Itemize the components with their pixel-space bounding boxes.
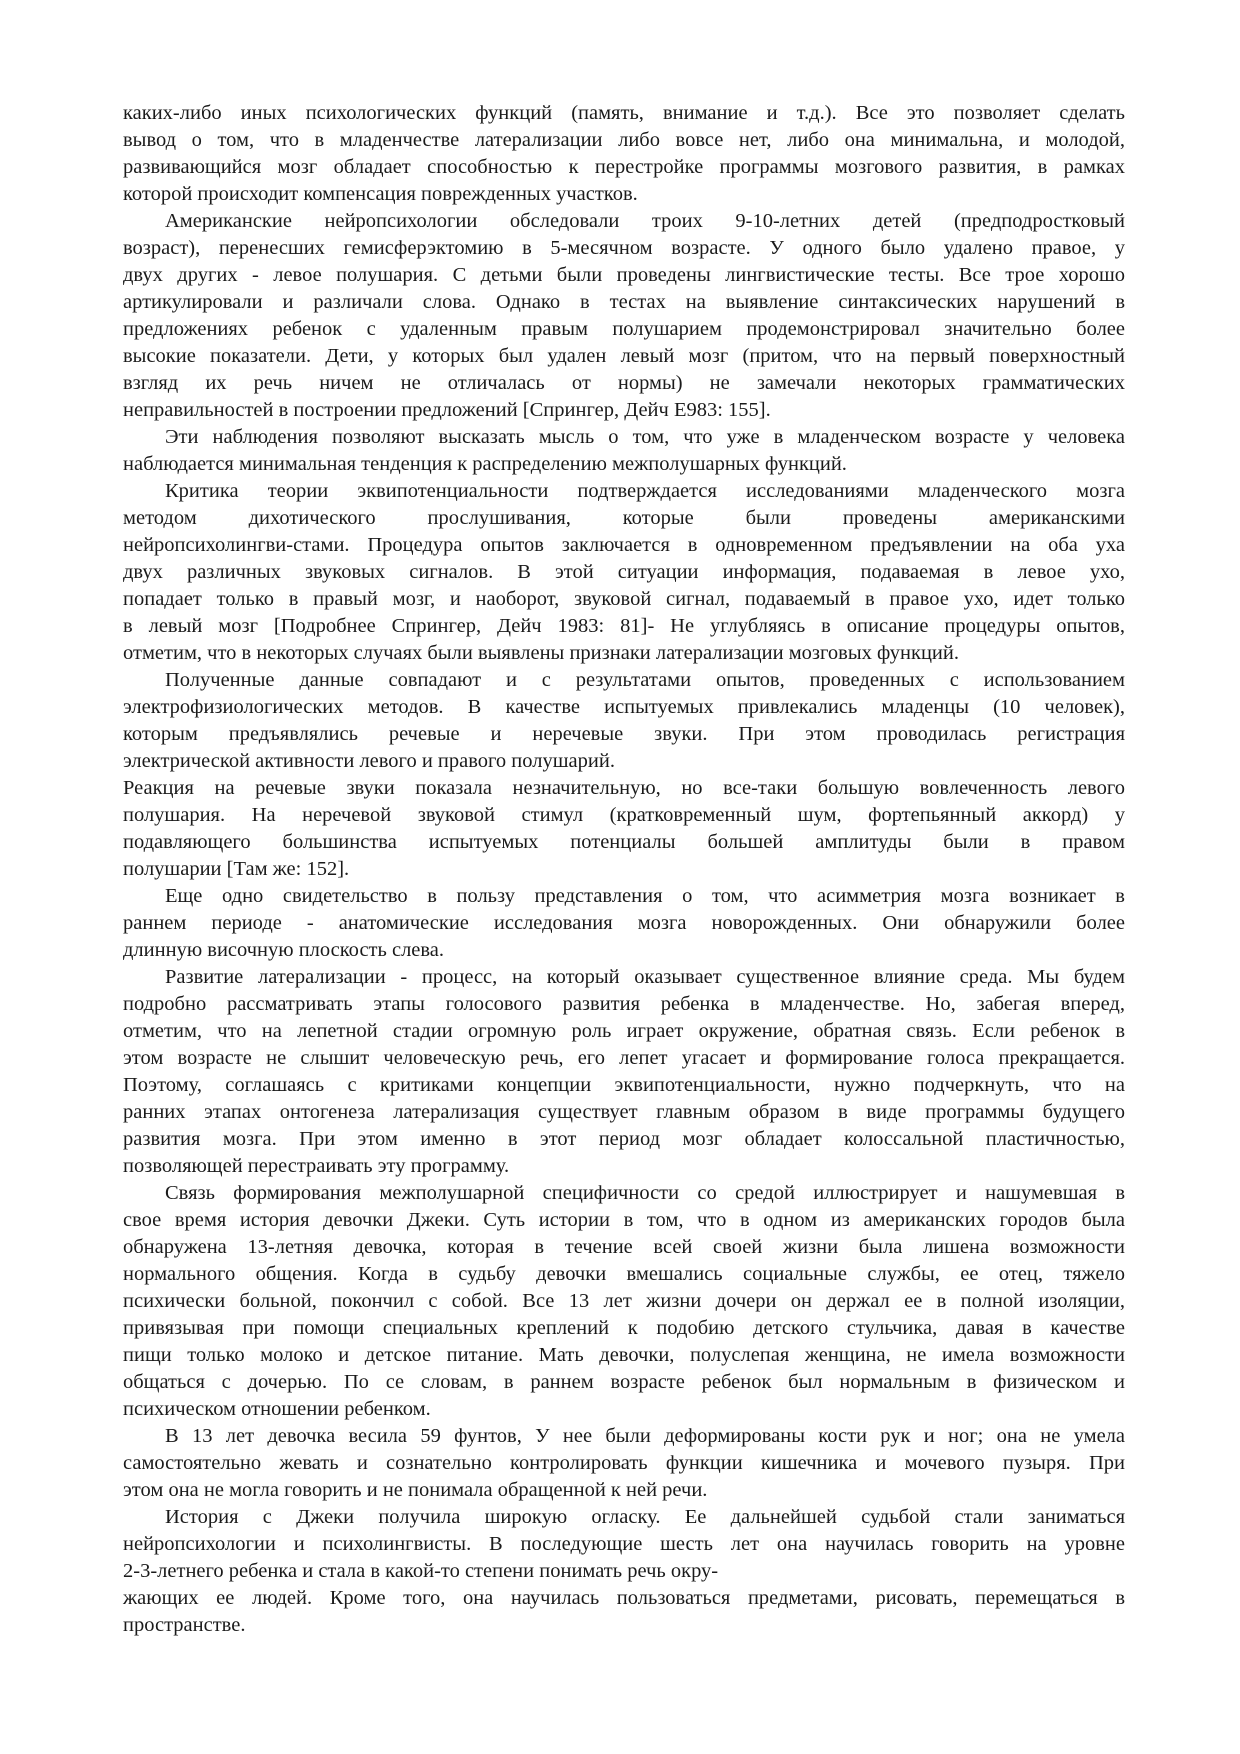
text-line: пространстве. bbox=[123, 1614, 246, 1636]
paragraph bbox=[123, 100, 1125, 208]
text-line: наблюдается минимальная тенденция к распределению межполушарных функций. bbox=[123, 453, 847, 475]
text-line: полушарии [Там же: 152]. bbox=[123, 858, 350, 880]
text-line: самостоятельно жевать и сознательно контролировать функции кишечника и мочевого пузыря. При bbox=[123, 1452, 1125, 1474]
text-line: в левый мозг [Подробнее Спрингер, Дейч 1983: 81]- Не углубляясь в описание процедуры опытов, bbox=[123, 615, 1125, 637]
text-line: развивающийся мозг обладает способностью к перестройке программы мозгового развития, в рамках bbox=[123, 156, 1125, 178]
text-line: пищи только молоко и детское питание. Мать девочки, полуслепая женщина, не имела возможности bbox=[123, 1344, 1125, 1366]
paragraph bbox=[123, 1585, 1125, 1639]
text-line: 2-3-летнего ребенка и стала в какой-то степени понимать речь окру- bbox=[123, 1560, 719, 1582]
text-line: каких-либо иных психологических функций (память, внимание и т.д.). Все это позволяет сделать bbox=[123, 102, 1125, 124]
text-line: электрофизиологических методов. В качестве испытуемых привлекались младенцы (10 человек), bbox=[123, 696, 1125, 718]
text-line: длинную височную плоскость слева. bbox=[123, 939, 445, 961]
text-line: взгляд их речь ничем не отличалась от нормы) не замечали некоторых грамматических bbox=[123, 372, 1125, 394]
text-line: Еще одно свидетельство в пользу представления о том, что асимметрия мозга возникает в bbox=[165, 885, 1125, 907]
text-line: попадает только в правый мозг, и наоборот, звуковой сигнал, подаваемый в правое ухо, идет только bbox=[123, 588, 1125, 610]
text-line: привязывая при помощи специальных креплений к подобию детского стульчика, давая в качестве bbox=[123, 1317, 1125, 1339]
text-line: Эти наблюдения позволяют высказать мысль о том, что уже в младенческом возрасте у человека bbox=[165, 426, 1125, 448]
text-line: раннем периоде - анатомические исследования мозга новорожденных. Они обнаружили более bbox=[123, 912, 1125, 934]
text-line: нормального общения. Когда в судьбу девочки вмешались социальные службы, ее отец, тяжело bbox=[123, 1263, 1125, 1285]
text-line: артикулировали и различали слова. Однако в тестах на выявление синтаксических нарушений в bbox=[123, 291, 1125, 313]
text-line: двух различных звуковых сигналов. В этой ситуации информация, подаваемая в левое ухо, bbox=[123, 561, 1125, 583]
text-line: которой происходит компенсация поврежденных участков. bbox=[123, 183, 638, 205]
text-line: ранних этапах онтогенеза латерализация существует главным образом в виде программы будущего bbox=[123, 1101, 1125, 1123]
text-line: Развитие латерализации - процесс, на который оказывает существенное влияние среда. Мы будем bbox=[165, 966, 1125, 988]
text-line: неправильностей в построении предложений [Спрингер, Дейч Е983: 155]. bbox=[123, 399, 771, 421]
text-line: позволяющей перестраивать эту программу. bbox=[123, 1155, 510, 1177]
paragraph bbox=[123, 478, 1125, 667]
text-line: этом возрасте не слышит человеческую речь, его лепет угасает и формирование голоса прекращается. bbox=[123, 1047, 1125, 1069]
text-line: этом она не могла говорить и не понимала обращенной к ней речи. bbox=[123, 1479, 708, 1501]
paragraph bbox=[123, 208, 1125, 424]
text-line: История с Джеки получила широкую огласку. Ее дальнейшей судьбой стали заниматься bbox=[165, 1506, 1125, 1528]
text-line: психическом отношении ребенком. bbox=[123, 1398, 431, 1420]
text-line: которым предъявлялись речевые и неречевые звуки. При этом проводилась регистрация bbox=[123, 723, 1125, 745]
paragraph bbox=[123, 964, 1125, 1180]
text-line: предложениях ребенок с удаленным правым полушарием продемонстрировал значительно более bbox=[123, 318, 1125, 340]
paragraph bbox=[123, 1180, 1125, 1423]
text-line: возраст), перенесших гемисферэктомию в 5-месячном возрасте. У одного было удалено правое, у bbox=[123, 237, 1125, 259]
text-line: двух других - левое полушария. С детьми были проведены лингвистические тесты. Все трое хорошо bbox=[123, 264, 1125, 286]
text-line: вывод о том, что в младенчестве латерализации либо вовсе нет, либо она минимальна, и молодой, bbox=[123, 129, 1125, 151]
text-line: отметим, что на лепетной стадии огромную роль играет окружение, обратная связь. Если ребенок в bbox=[123, 1020, 1125, 1042]
text-line: нейропсихолингви-стами. Процедура опытов заключается в одновременном предъявлении на оба уха bbox=[123, 534, 1125, 556]
text-line: общаться с дочерью. По се словам, в раннем возрасте ребенок был нормальным в физическом и bbox=[123, 1371, 1125, 1393]
paragraph bbox=[123, 667, 1125, 775]
text-line: Поэтому, соглашаясь с критиками концепции эквипотенциальности, нужно подчеркнуть, что на bbox=[123, 1074, 1125, 1096]
text-line: жающих ее людей. Кроме того, она научилась пользоваться предметами, рисовать, перемещаться в bbox=[123, 1587, 1125, 1609]
text-line: методом дихотического прослушивания, которые были проведены американскими bbox=[123, 507, 1125, 529]
text-line: обнаружена 13-летняя девочка, которая в течение всей своей жизни была лишена возможности bbox=[123, 1236, 1125, 1258]
text-line: В 13 лет девочка весила 59 фунтов, У нее были деформированы кости рук и ног; она не умела bbox=[165, 1425, 1125, 1447]
text-line: нейропсихологии и психолингвисты. В последующие шесть лет она научилась говорить на уровне bbox=[123, 1533, 1125, 1555]
text-line: электрической активности левого и правого полушарий. bbox=[123, 750, 615, 772]
text-line: полушария. На неречевой звуковой стимул (кратковременный шум, фортепьянный аккорд) у bbox=[123, 804, 1125, 826]
text-line: Реакция на речевые звуки показала незначительную, но все-таки большую вовлеченность левого bbox=[123, 777, 1125, 799]
document-page bbox=[123, 100, 1125, 1639]
text-line: Критика теории эквипотенциальности подтверждается исследованиями младенческого мозга bbox=[165, 480, 1125, 502]
text-line: психически больной, покончил с собой. Все 13 лет жизни дочери он держал ее в полной изоляции, bbox=[123, 1290, 1125, 1312]
paragraph bbox=[123, 1504, 1125, 1585]
text-line: свое время история девочки Джеки. Суть истории в том, что в одном из американских городов была bbox=[123, 1209, 1125, 1231]
text-line: подавляющего большинства испытуемых потенциалы большей амплитуды были в правом bbox=[123, 831, 1125, 853]
text-line: высокие показатели. Дети, у которых был удален левый мозг (притом, что на первый поверхностный bbox=[123, 345, 1125, 367]
text-line: отметим, что в некоторых случаях были выявлены признаки латерализации мозговых функций. bbox=[123, 642, 959, 664]
text-line: подробно рассматривать этапы голосового развития ребенка в младенчестве. Но, забегая вперед, bbox=[123, 993, 1125, 1015]
text-line: Связь формирования межполушарной специфичности со средой иллюстрирует и нашумевшая в bbox=[165, 1182, 1125, 1204]
paragraph bbox=[123, 424, 1125, 478]
paragraph bbox=[123, 883, 1125, 964]
paragraph bbox=[123, 1423, 1125, 1504]
paragraph bbox=[123, 775, 1125, 883]
text-line: Полученные данные совпадают и с результатами опытов, проведенных с использованием bbox=[165, 669, 1125, 691]
text-line: развития мозга. При этом именно в этот период мозг обладает колоссальной пластичностью, bbox=[123, 1128, 1125, 1150]
text-line: Американские нейропсихологии обследовали троих 9-10-летних детей (предподростковый bbox=[165, 210, 1125, 232]
